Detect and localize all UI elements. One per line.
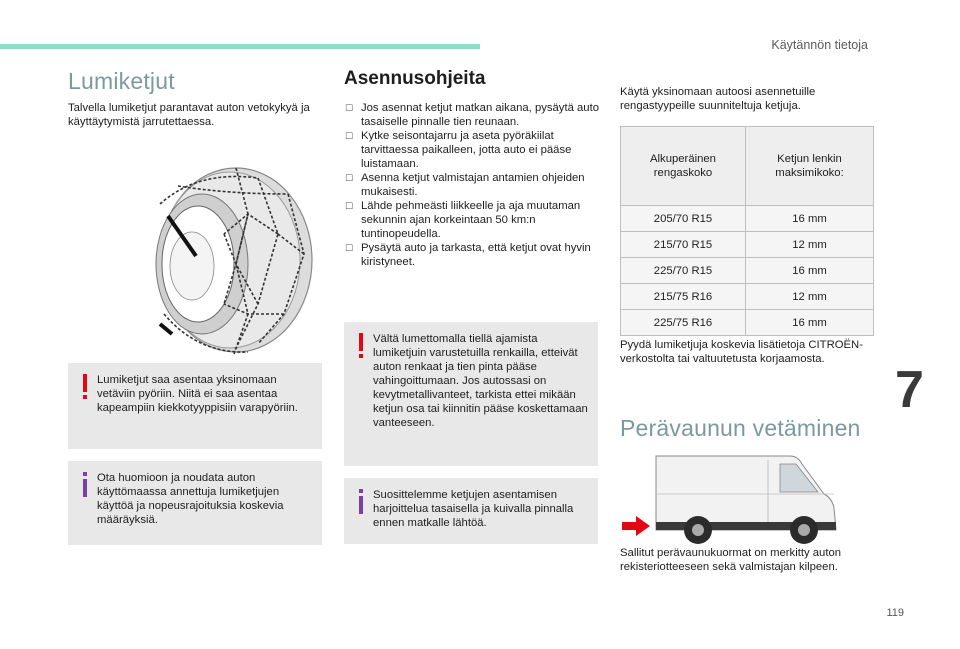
installation-title: Asennusohjeita <box>344 68 486 89</box>
warning-box-drive-wheels <box>68 363 322 449</box>
snow-chains-intro: Talvella lumiketjut parantavat auton vetokykyä ja käyttäytymistä jarrutettaessa. <box>68 102 310 128</box>
bullet-icon: ☐ <box>345 201 354 211</box>
tire-size-cell: 215/75 R16 <box>621 284 746 310</box>
list-item: ☐ Lähde pehmeästi liikkeelle ja aja muutaman sekunnin ajan korkeintaan 50 km:n tuntinopeudella. <box>345 200 581 240</box>
chapter-number: 7 <box>895 361 924 419</box>
tire-size-cell: 215/70 R15 <box>621 232 746 258</box>
chain-size-cell: 16 mm <box>746 258 874 284</box>
table-header-row <box>621 127 874 206</box>
chain-size-cell: 16 mm <box>746 310 874 336</box>
table-row <box>621 206 874 232</box>
bullet-icon: ☐ <box>345 173 354 183</box>
info-icon <box>76 471 94 499</box>
info-text: Suosittelemme ketjujen asentamisen harjoittelua tasaisella ja kuivalla pinnalla ennen matkalle lähtöä. <box>373 489 574 529</box>
bullet-icon: ☐ <box>345 131 354 141</box>
column-header: Ketjun lenkin maksimikoko: <box>746 127 874 206</box>
towing-text: Sallitut perävaunukuormat on merkitty auton rekisteriotteeseen sekä valmistajan kilpeen. <box>620 547 842 573</box>
installation-steps <box>345 101 600 269</box>
list-item: ☐ Pysäytä auto ja tarkasta, että ketjut ovat hyvin kiristyneet. <box>345 242 591 268</box>
towing-title: Perävaunun vetäminen <box>620 415 861 441</box>
chain-size-cell: 12 mm <box>746 284 874 310</box>
list-item: ☐ Asenna ketjut valmistajan antamien ohjeiden mukaisesti. <box>345 172 585 198</box>
van-towing-illustration <box>620 450 870 546</box>
warning-text: Lumiketjut saa asentaa yksinomaan vetäviin pyöriin. Niitä ei saa asentaa kapeampiin kiekkotyyppisiin varapyöriin. <box>97 374 298 414</box>
table-row <box>621 284 874 310</box>
info-box-practice <box>344 478 598 544</box>
warning-text: Vältä lumettomalla tiellä ajamista lumiketjuin varustetuilla renkailla, etteivät auton renkaat ja tien pinta pääse vahingoittumaan. Jos autossasi on kevytmetallivanteet, tarkista ettei mikään ketjun osa tai kiinnitin pääse koskettamaan vanteeseen. <box>373 333 588 429</box>
table-row <box>621 258 874 284</box>
info-icon <box>352 488 370 516</box>
info-box-regulations <box>68 461 322 545</box>
bullet-icon: ☐ <box>345 243 354 253</box>
info-text: Ota huomioon ja noudata auton käyttömaassa annettuja lumiketjujen käyttöä ja nopeusrajoituksia koskevia määräyksiä. <box>97 472 284 526</box>
table-row <box>621 310 874 336</box>
chain-size-cell: 16 mm <box>746 206 874 232</box>
list-item: ☐ Jos asennat ketjut matkan aikana, pysäytä auto tasaiselle pinnalle tien reunaan. <box>345 102 600 128</box>
table-row <box>621 232 874 258</box>
snow-chains-title: Lumiketjut <box>68 68 175 94</box>
section-title: Käytännön tietoja <box>771 38 868 52</box>
column-header: Alkuperäinen rengaskoko <box>621 127 746 206</box>
list-item: ☐ Kytke seisontajarru ja aseta pyöräkiilat tarvittaessa paikalleen, jotta auto ei pääse luistamaan. <box>345 130 572 170</box>
warning-icon <box>76 373 94 401</box>
bullet-icon: ☐ <box>345 103 354 113</box>
page-number: 119 <box>886 607 904 619</box>
tire-size-cell: 225/70 R15 <box>621 258 746 284</box>
tire-size-cell: 205/70 R15 <box>621 206 746 232</box>
chains-intro: Käytä yksinomaan autoosi asennetuille rengastyypeille suunniteltuja ketjuja. <box>620 86 816 112</box>
warning-icon <box>352 332 370 360</box>
snow-chain-wheel-illustration <box>138 164 318 359</box>
chain-size-cell: 12 mm <box>746 232 874 258</box>
warning-box-no-snow <box>344 322 598 466</box>
tire-size-cell: 225/75 R16 <box>621 310 746 336</box>
dealer-note: Pyydä lumiketjuja koskevia lisätietoja CITROËN-verkostolta tai valtuutetusta korjaamosta. <box>620 339 863 365</box>
chain-size-table <box>620 126 874 336</box>
header-accent-bar <box>0 44 480 49</box>
